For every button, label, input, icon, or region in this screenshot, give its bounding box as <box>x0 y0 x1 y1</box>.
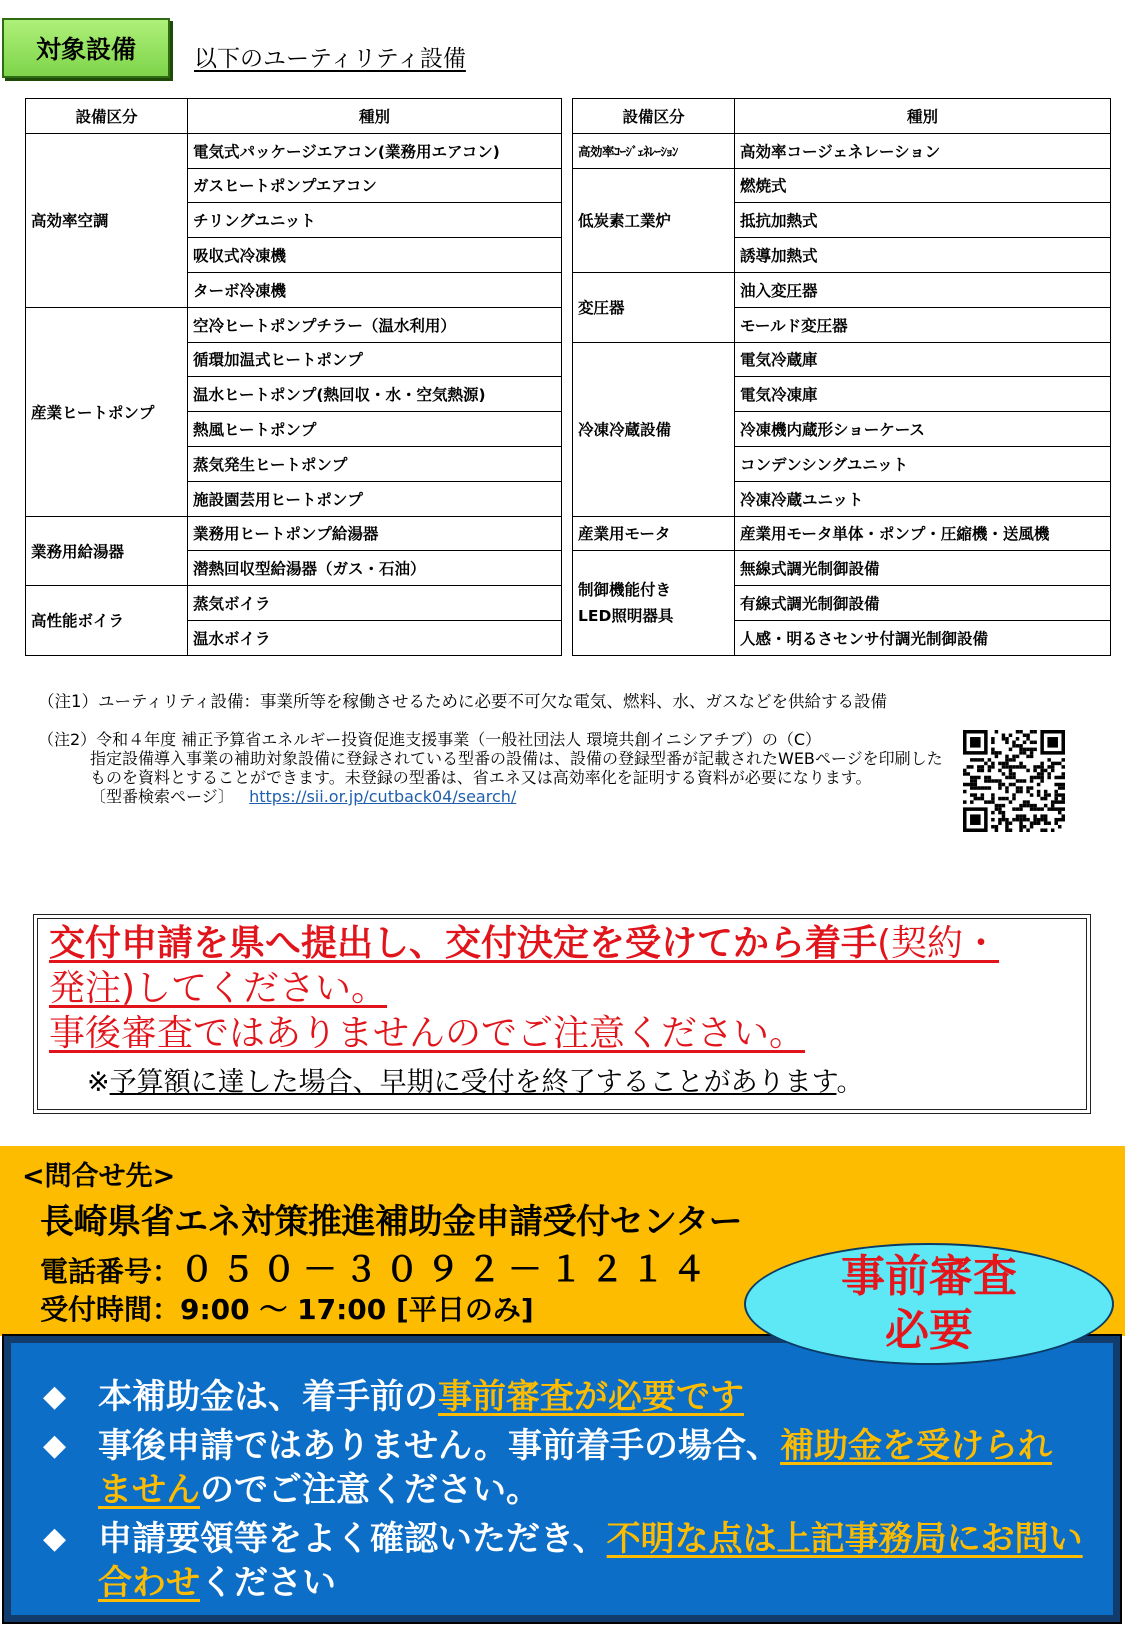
table-row <box>573 516 1111 551</box>
search-page-line <box>38 787 958 806</box>
notice-text-part: 事後申請ではありません。事前着手の場合、 <box>98 1426 781 1466</box>
type-cell: チリングユニット <box>188 203 562 238</box>
contact-label: <問合せ先> <box>22 1161 176 1192</box>
warning-box <box>33 914 1091 1114</box>
note-2-body: 指定設備導入事業の補助対象設備に登録されている型番の設備は、設備の登録型番が記載されたWEBページを印刷したものを資料とすることができます。未登録の型番は、省エネ又は高効率化を証明する資料が必要になります。 <box>90 749 943 787</box>
type-cell: ターボ冷凍機 <box>188 272 562 307</box>
qr-code-icon[interactable] <box>963 730 1065 832</box>
table-header-row <box>573 99 1111 134</box>
phone-label: 電話番号： <box>40 1255 181 1288</box>
category-cell: 低炭素工業炉 <box>573 168 735 272</box>
notice-highlight: 事前審査が必要です <box>438 1377 744 1417</box>
type-cell: 産業用モータ単体・ポンプ・圧縮機・送風機 <box>735 516 1111 551</box>
table-row <box>573 551 1111 586</box>
type-cell: 温水ヒートポンプ(熱回収・水・空気熱源) <box>188 377 562 412</box>
section-subtitle: 以下のユーティリティ設備 <box>194 46 466 72</box>
table-row <box>573 272 1111 307</box>
diamond-bullet-icon: ◆ <box>43 1521 67 1556</box>
section-tag-label: 対象設備 <box>35 35 136 64</box>
table-row <box>26 307 562 342</box>
category-cell: 高効率ｺｰｼﾞｪﾈﾚｰｼｮﾝ <box>573 133 735 168</box>
warning-line-2: 発注)してください。 <box>49 968 388 1009</box>
category-cell: 冷凍冷蔵設備 <box>573 342 735 516</box>
notice-text <box>98 1424 1083 1512</box>
column-header: 種別 <box>188 99 562 134</box>
type-cell: 業務用ヒートポンプ給湯器 <box>188 516 562 551</box>
footnote-mark: ※ <box>87 1067 110 1098</box>
type-cell: 温水ボイラ <box>188 620 562 655</box>
type-cell: コンデンシングユニット <box>735 446 1111 481</box>
table-row <box>26 133 562 168</box>
column-header: 設備区分 <box>573 99 735 134</box>
warning-line-1-rest: (契約・ <box>877 923 1000 964</box>
notice-text-part: 本補助金は、着手前の <box>98 1377 438 1417</box>
type-cell: 循環加温式ヒートポンプ <box>188 342 562 377</box>
contact-center-name: 長崎県省エネ対策推進補助金申請受付センター <box>40 1202 743 1242</box>
type-cell: 燃焼式 <box>735 168 1111 203</box>
notice-bullet <box>43 1375 1083 1419</box>
warning-line-1 <box>49 921 1090 966</box>
search-page-label: 〔型番検索ページ〕 <box>90 787 234 806</box>
notice-text-part: のでご注意ください。 <box>200 1470 540 1510</box>
category-cell: 高効率空調 <box>26 133 188 307</box>
phone-number[interactable]: ０５０－３０９２－１２１４ <box>180 1250 714 1290</box>
column-header: 設備区分 <box>26 99 188 134</box>
notice-bullet <box>43 1424 1083 1512</box>
search-page-link[interactable]: https://sii.or.jp/cutback04/search/ <box>249 787 517 806</box>
notice-text <box>98 1375 1083 1419</box>
type-cell: 無線式調光制御設備 <box>735 551 1111 586</box>
notice-bullet <box>43 1517 1083 1605</box>
type-cell: 有線式調光制御設備 <box>735 586 1111 621</box>
badge-line-2: 必要 <box>885 1305 973 1356</box>
type-cell: 蒸気ボイラ <box>188 586 562 621</box>
column-header: 種別 <box>735 99 1111 134</box>
note-2 <box>38 730 958 806</box>
footnote-text: 予算額に達した場合、早期に受付を終了することがあります <box>109 1067 837 1098</box>
type-cell: モールド変圧器 <box>735 307 1111 342</box>
notice-highlight: 不明な点は上記事務局にお問い合わせ <box>98 1519 1083 1603</box>
pre-review-badge <box>744 1243 1114 1365</box>
type-cell: 熱風ヒートポンプ <box>188 412 562 447</box>
type-cell: 電気冷蔵庫 <box>735 342 1111 377</box>
contact-hours: 受付時間：9:00 ～ 17:00 [平日のみ] <box>40 1293 534 1326</box>
table-row <box>26 516 562 551</box>
category-cell: 産業ヒートポンプ <box>26 307 188 516</box>
diamond-bullet-icon: ◆ <box>43 1379 67 1414</box>
notice-highlight: 補助金を受けられません <box>98 1426 1053 1510</box>
notice-text-part: ください <box>200 1563 336 1603</box>
table-row <box>573 133 1111 168</box>
type-cell: 誘導加熱式 <box>735 238 1111 273</box>
table-row <box>573 168 1111 203</box>
type-cell: 施設園芸用ヒートポンプ <box>188 481 562 516</box>
contact-phone <box>40 1242 713 1291</box>
type-cell: 蒸気発生ヒートポンプ <box>188 446 562 481</box>
equipment-table-right <box>572 98 1111 656</box>
type-cell: 吸収式冷凍機 <box>188 238 562 273</box>
warning-line-3: 事後審査ではありませんのでご注意ください。 <box>49 1013 806 1054</box>
category-cell: 産業用モータ <box>573 516 735 551</box>
type-cell: 抵抗加熱式 <box>735 203 1111 238</box>
type-cell: ガスヒートポンプエアコン <box>188 168 562 203</box>
notice-text <box>98 1517 1083 1605</box>
category-cell <box>573 551 735 655</box>
table-row <box>26 586 562 621</box>
type-cell: 電気式パッケージエアコン(業務用エアコン) <box>188 133 562 168</box>
notice-text-part: 申請要領等をよく確認いただき、 <box>98 1519 607 1559</box>
diamond-bullet-icon: ◆ <box>43 1428 67 1463</box>
category-cell: 高性能ボイラ <box>26 586 188 656</box>
type-cell: 電気冷凍庫 <box>735 377 1111 412</box>
type-cell: 冷凍冷蔵ユニット <box>735 481 1111 516</box>
warning-footnote <box>49 1060 1090 1099</box>
table-row <box>573 342 1111 377</box>
type-cell: 人感・明るさセンサ付調光制御設備 <box>735 620 1111 655</box>
badge-line-1: 事前審査 <box>841 1251 1017 1302</box>
type-cell: 冷凍機内蔵形ショーケース <box>735 412 1111 447</box>
note-1: （注1）ユーティリティ設備：事業所等を稼働させるために必要不可欠な電気、燃料、水、ガスなどを供給する設備 <box>38 692 888 711</box>
warning-line-1-bold: 交付申請を県へ提出し、交付決定を受けてから着手 <box>49 923 878 964</box>
category-line: 制御機能付き <box>578 581 672 600</box>
type-cell: 潜熱回収型給湯器（ガス・石油） <box>188 551 562 586</box>
note-2-first-line: （注2）令和４年度 補正予算省エネルギー投資促進支援事業（一般社団法人 環境共創イニシアチブ）の（C） <box>38 730 822 749</box>
category-cell: 変圧器 <box>573 272 735 342</box>
category-cell: 業務用給湯器 <box>26 516 188 586</box>
notice-panel <box>4 1336 1120 1622</box>
category-line: LED照明器具 <box>578 607 674 626</box>
type-cell: 空冷ヒートポンプチラー（温水利用） <box>188 307 562 342</box>
type-cell: 油入変圧器 <box>735 272 1111 307</box>
footnote-end: 。 <box>836 1067 864 1098</box>
equipment-table-left <box>25 98 562 656</box>
table-header-row <box>26 99 562 134</box>
section-tag <box>2 18 170 78</box>
type-cell: 高効率コージェネレーション <box>735 133 1111 168</box>
